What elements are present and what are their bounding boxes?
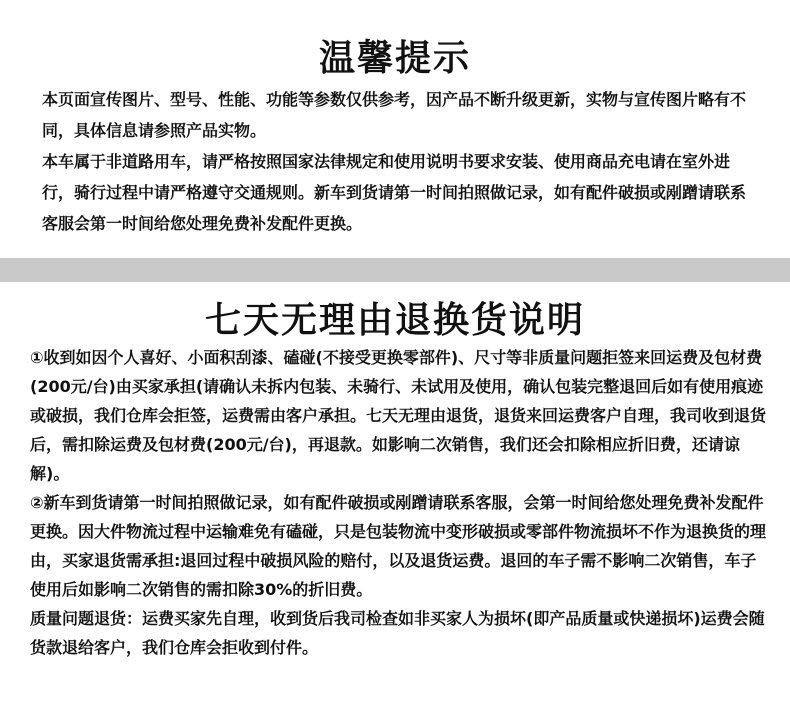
returns-paragraph-3: 质量问题退货：运费买家先自理，收到货后我司检查如非买家人为损坏(即产品质量或快递损坏)运费会随货款退给客户，我们仓库会拒收到付件。 <box>30 609 765 657</box>
returns-title: 七天无理由退换货说明 <box>204 300 585 341</box>
returns-body <box>30 343 768 662</box>
returns-section <box>0 282 790 707</box>
notice-paragraph-2: 本车属于非道路用车，请严格按照国家法律规定和使用说明书要求安装、使用商品充电请在室外进行，骑行过程中请严格遵守交通规则。新车到货请第一时间拍照做记录，如有配件破损或剐蹭请联系客服会第一时间给您处理免费补发配件更换。 <box>42 152 747 233</box>
notice-section <box>0 0 790 258</box>
returns-paragraph-2: ②新车到货请第一时间拍照做记录，如有配件破损或剐蹭请联系客服，会第一时间给您处理免费补发配件更换。因大件物流过程中运输难免有磕碰，只是包装物流中变形破损或零部件物流损坏不作为退换货的理由，买家退货需承担:退回过程中破损风险的赔付，以及退货运费。退回的车子需不影响二次销售，车子使用后如影响二次销售的需扣除30%的折旧费。 <box>30 493 767 599</box>
notice-title: 温馨提示 <box>318 38 471 79</box>
notice-body <box>42 84 748 239</box>
section-divider <box>0 258 790 282</box>
notice-paragraph-1: 本页面宣传图片、型号、性能、功能等参数仅供参考，因产品不断升级更新，实物与宣传图片略有不同，具体信息请参照产品实物。 <box>42 90 747 140</box>
returns-paragraph-1: ①收到如因个人喜好、小面积刮漆、磕碰(不接受更换零部件)、尺寸等非质量问题拒签来回运费及包材费(200元/台)由买家承担(请确认未拆内包装、未骑行、未试用及使用，确认包装完整退回后如有使用痕迹或破损，我们仓库会拒签，运费需由客户承担。七天无理由退货，退货来回运费客户自理，我司收到退货后，需扣除运费及包材费(200元/台)，再退款。如影响二次销售，我们还会扣除相应折旧费，还请谅解)。 <box>30 348 767 483</box>
